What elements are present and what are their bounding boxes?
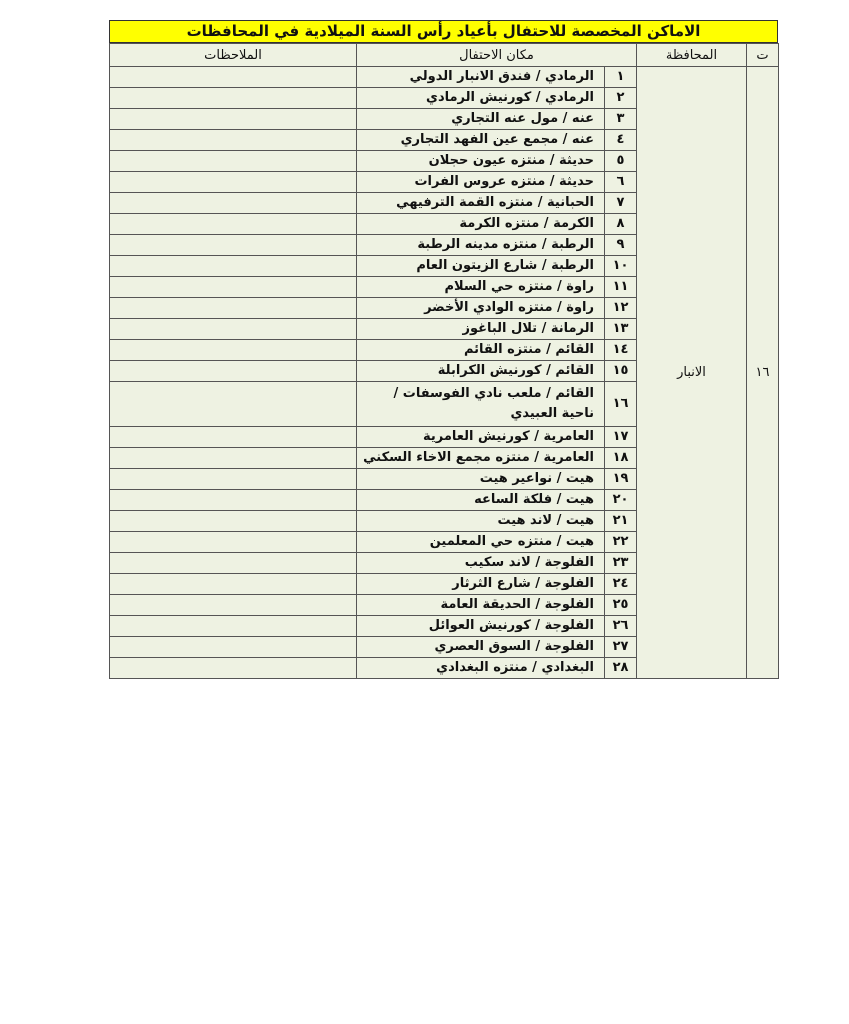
header-governorate: المحافظة	[637, 44, 747, 67]
row-index-cell: ٢٣	[605, 553, 637, 574]
table-row	[110, 67, 779, 88]
row-index-cell: ١٥	[605, 361, 637, 382]
row-index-cell: ١٠	[605, 256, 637, 277]
place-cell: الرمادي / كورنيش الرمادي	[357, 88, 605, 109]
notes-cell	[110, 193, 357, 214]
place-cell: حديثة / منتزه عيون حجلان	[357, 151, 605, 172]
place-cell: هيت / فلكة الساعه	[357, 490, 605, 511]
place-cell: العامرية / منتزه مجمع الاخاء السكني	[357, 448, 605, 469]
place-cell: الفلوجة / السوق العصري	[357, 637, 605, 658]
row-index-cell: ٢	[605, 88, 637, 109]
row-index-cell: ٢١	[605, 511, 637, 532]
notes-cell	[110, 469, 357, 490]
group-number-cell: ١٦	[747, 67, 779, 679]
place-cell: البغدادي / منتزه البغدادي	[357, 658, 605, 679]
place-cell: هيت / منتزه حي المعلمين	[357, 532, 605, 553]
row-index-cell: ٢٧	[605, 637, 637, 658]
notes-cell	[110, 490, 357, 511]
place-cell: الرطبة / شارع الزيتون العام	[357, 256, 605, 277]
place-cell: القائم / ملعب نادي الفوسفات / ناحية العبيدي	[357, 382, 605, 427]
notes-cell	[110, 574, 357, 595]
notes-cell	[110, 151, 357, 172]
place-cell: راوة / منتزه حي السلام	[357, 277, 605, 298]
notes-cell	[110, 298, 357, 319]
place-cell: القائم / كورنيش الكرابلة	[357, 361, 605, 382]
place-cell: راوة / منتزه الوادي الأخضر	[357, 298, 605, 319]
place-cell: الفلوجة / لاند سكيب	[357, 553, 605, 574]
document-sheet	[109, 20, 778, 679]
place-cell: هيت / نواعير هيت	[357, 469, 605, 490]
notes-cell	[110, 382, 357, 427]
place-cell: الرمادي / فندق الانبار الدولي	[357, 67, 605, 88]
row-index-cell: ٢٨	[605, 658, 637, 679]
place-cell: حديثة / منتزه عروس الفرات	[357, 172, 605, 193]
row-index-cell: ٧	[605, 193, 637, 214]
place-cell: العامرية / كورنيش العامرية	[357, 427, 605, 448]
place-cell: الكرمة / منتزه الكرمة	[357, 214, 605, 235]
place-cell: الفلوجة / كورنيش العوائل	[357, 616, 605, 637]
header-place: مكان الاحتفال	[357, 44, 637, 67]
row-index-cell: ٣	[605, 109, 637, 130]
notes-cell	[110, 277, 357, 298]
row-index-cell: ١٦	[605, 382, 637, 427]
place-cell: الفلوجة / الحديقة العامة	[357, 595, 605, 616]
notes-cell	[110, 172, 357, 193]
row-index-cell: ٨	[605, 214, 637, 235]
header-no: ت	[747, 44, 779, 67]
row-index-cell: ٥	[605, 151, 637, 172]
place-cell: عنه / مجمع عين الفهد التجاري	[357, 130, 605, 151]
notes-cell	[110, 109, 357, 130]
place-cell: الفلوجة / شارع الثرثار	[357, 574, 605, 595]
notes-cell	[110, 88, 357, 109]
place-cell: الرمانة / تلال الباغوز	[357, 319, 605, 340]
table-body	[110, 67, 779, 679]
place-cell: هيت / لاند هيت	[357, 511, 605, 532]
row-index-cell: ٦	[605, 172, 637, 193]
row-index-cell: ١٣	[605, 319, 637, 340]
header-notes: الملاحظات	[110, 44, 357, 67]
notes-cell	[110, 235, 357, 256]
row-index-cell: ٤	[605, 130, 637, 151]
row-index-cell: ٢٥	[605, 595, 637, 616]
notes-cell	[110, 595, 357, 616]
notes-cell	[110, 511, 357, 532]
row-index-cell: ١	[605, 67, 637, 88]
place-cell: الحبانية / منتزه القمة الترفيهي	[357, 193, 605, 214]
notes-cell	[110, 130, 357, 151]
notes-cell	[110, 319, 357, 340]
notes-cell	[110, 616, 357, 637]
row-index-cell: ٢٤	[605, 574, 637, 595]
notes-cell	[110, 361, 357, 382]
row-index-cell: ١٢	[605, 298, 637, 319]
row-index-cell: ٢٦	[605, 616, 637, 637]
page-title: الاماكن المخصصة للاحتفال بأعياد رأس السنة الميلادية في المحافظات	[109, 20, 778, 43]
header-row	[110, 44, 779, 67]
place-cell: عنه / مول عنه التجاري	[357, 109, 605, 130]
notes-cell	[110, 532, 357, 553]
notes-cell	[110, 553, 357, 574]
notes-cell	[110, 256, 357, 277]
row-index-cell: ٢٢	[605, 532, 637, 553]
notes-cell	[110, 637, 357, 658]
notes-cell	[110, 427, 357, 448]
row-index-cell: ١٩	[605, 469, 637, 490]
celebration-places-table	[109, 43, 779, 679]
governorate-cell: الانبار	[637, 67, 747, 679]
notes-cell	[110, 67, 357, 88]
notes-cell	[110, 340, 357, 361]
row-index-cell: ١٤	[605, 340, 637, 361]
row-index-cell: ١٧	[605, 427, 637, 448]
row-index-cell: ١٨	[605, 448, 637, 469]
row-index-cell: ٢٠	[605, 490, 637, 511]
place-cell: القائم / منتزه القائم	[357, 340, 605, 361]
notes-cell	[110, 448, 357, 469]
notes-cell	[110, 214, 357, 235]
place-cell: الرطبة / منتزه مدينه الرطبة	[357, 235, 605, 256]
notes-cell	[110, 658, 357, 679]
row-index-cell: ٩	[605, 235, 637, 256]
row-index-cell: ١١	[605, 277, 637, 298]
